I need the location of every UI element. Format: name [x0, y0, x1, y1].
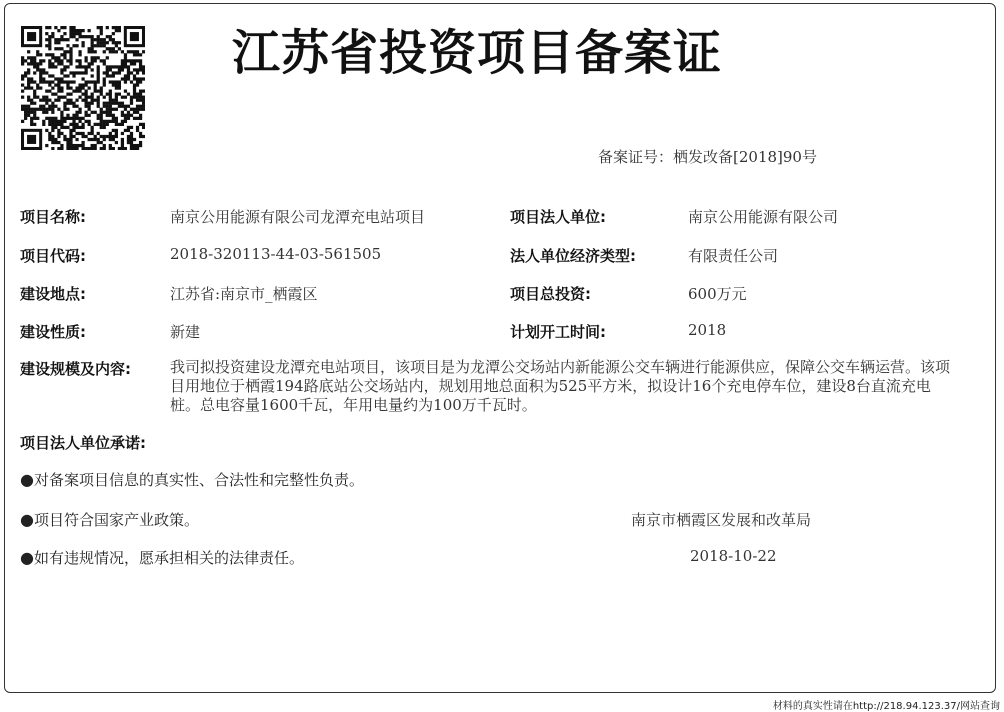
total-investment-value: 600万元 — [688, 285, 747, 303]
scale-value: 我司拟投资建设龙潭充电站项目，该项目是为龙潭公交场站内新能源公交车辆进行能源供应，保障公交车辆运营。该项目用地位于栖霞194路底站公交场站内，规划用地总面积为525平方米，拟设计16个充电停车位，建设8台直流充电桩。总电容量1600千瓦，年用电量约为100万千瓦时。 — [170, 358, 951, 414]
bullet-icon: ● — [20, 510, 34, 529]
commitment-heading: 项目法人单位承诺: — [20, 434, 146, 452]
qr-code — [21, 26, 145, 150]
start-time-label: 计划开工时间: — [510, 323, 606, 341]
legal-unit-label: 项目法人单位: — [510, 208, 606, 226]
project-name-value: 南京公用能源有限公司龙潭充电站项目 — [170, 208, 426, 226]
commitment-item — [20, 547, 304, 568]
project-code-value: 2018-320113-44-03-561505 — [170, 245, 382, 263]
nature-label: 建设性质: — [20, 323, 86, 341]
bullet-icon: ● — [20, 470, 34, 489]
economic-type-label: 法人单位经济类型: — [510, 247, 636, 265]
project-code-label: 项目代码: — [20, 247, 86, 265]
commitment-item — [20, 509, 199, 530]
location-label: 建设地点: — [20, 285, 86, 303]
issuer: 南京市栖霞区发展和改革局 — [631, 511, 812, 529]
nature-value: 新建 — [170, 323, 201, 341]
commitment-text: 项目符合国家产业政策。 — [33, 511, 199, 529]
certificate-number: 备案证号：栖发改备[2018]90号 — [598, 148, 817, 166]
commitment-item — [20, 469, 364, 490]
location-value: 江苏省:南京市_栖霞区 — [170, 285, 318, 303]
scale-label: 建设规模及内容: — [20, 360, 131, 378]
bullet-icon: ● — [20, 548, 34, 567]
commitment-text: 如有违规情况，愿承担相关的法律责任。 — [33, 549, 304, 567]
economic-type-value: 有限责任公司 — [688, 247, 779, 265]
verification-footer: 材料的真实性请在http://218.94.123.37/网站查询 — [772, 701, 1000, 712]
page-title: 江苏省投资项目备案证 — [232, 25, 723, 81]
certificate-frame — [4, 3, 996, 693]
issue-date: 2018-10-22 — [690, 547, 777, 565]
qr-code-graphic — [21, 26, 145, 150]
legal-unit-value: 南京公用能源有限公司 — [688, 208, 839, 226]
total-investment-label: 项目总投资: — [510, 285, 591, 303]
start-time-value: 2018 — [688, 321, 727, 339]
project-name-label: 项目名称: — [20, 208, 86, 226]
commitment-text: 对备案项目信息的真实性、合法性和完整性负责。 — [33, 471, 364, 489]
